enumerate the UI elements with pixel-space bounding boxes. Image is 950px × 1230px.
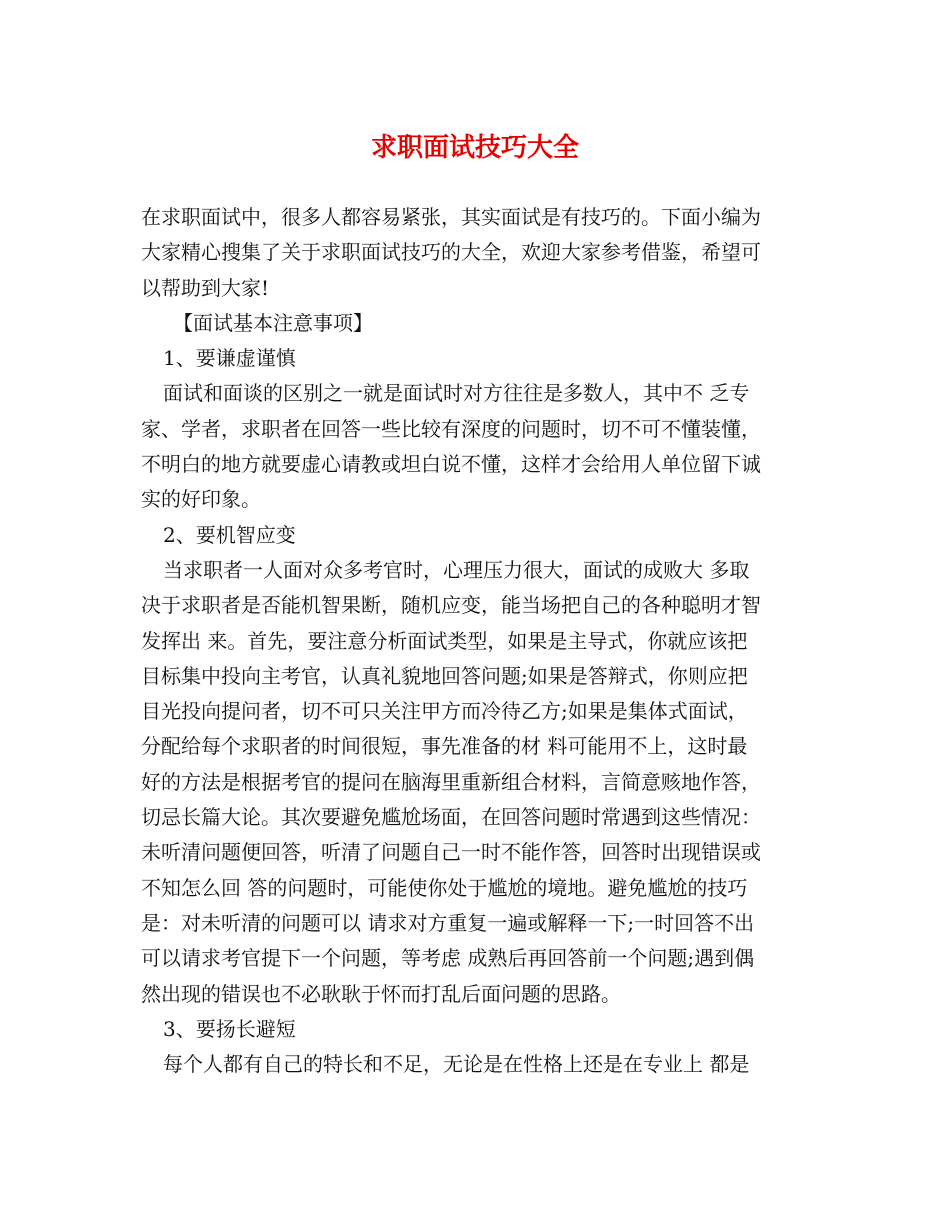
paragraph-line: 实的好印象。 [141,487,261,512]
subsection-heading: 1、要谦虚谨慎 [163,346,296,371]
paragraph-line: 未听清问题便回答，听清了问题自己一时不能作答，回答时出现错误或 [141,840,761,865]
subsection-heading: 3、要扬长避短 [163,1016,296,1041]
paragraph-line: 目光投向提问者，切不可只关注甲方而冷待乙方;如果是集体式面试， [141,699,748,724]
paragraph-line: 当求职者一人面对众多考官时，心理压力很大，面试的成败大 多取 [163,557,750,582]
paragraph-line: 切忌长篇大论。其次要避免尴尬场面，在回答问题时常遇到这些情况： [141,805,761,830]
paragraph-line: 发挥出 来。首先，要注意分析面试类型，如果是主导式，你就应该把 [141,628,748,653]
document-body [141,200,821,1082]
paragraph-line: 不知怎么回 答的问题时，可能使你处于尴尬的境地。避免尴尬的技巧 [141,875,748,900]
paragraph-line: 目标集中投向主考官，认真礼貌地回答问题;如果是答辩式，你则应把 [141,663,748,688]
paragraph-line: 在求职面试中，很多人都容易紧张，其实面试是有技巧的。下面小编为 [141,205,761,229]
paragraph-line: 是：对未听清的问题可以 请求对方重复一遍或解释一下;一时回答不出 [141,910,755,935]
subsection-heading: 2、要机智应变 [163,522,296,547]
paragraph-line: 决于求职者是否能机智果断，随机应变，能当场把自己的各种聪明才智 [141,593,761,618]
section-heading: 【面试基本注意事项】 [173,310,373,335]
paragraph-line: 大家精心搜集了关于求职面试技巧的大全，欢迎大家参考借鉴，希望可 [141,240,761,265]
paragraph-line: 可以请求考官提下一个问题，等考虑 成熟后再回答前一个问题;遇到偶 [141,946,755,971]
paragraph-line: 以帮助到大家! [141,275,270,300]
document-title: 求职面试技巧大全 [370,133,579,163]
paragraph-line: 分配给每个求职者的时间很短，事先准备的材 料可能用不上，这时最 [141,734,748,759]
paragraph-line: 好的方法是根据考官的提问在脑海里重新组合材料，言简意赅地作答， [141,769,761,794]
paragraph-line: 家、学者，求职者在回答一些比较有深度的问题时，切不可不懂装懂， [141,416,761,441]
paragraph-line: 然出现的错误也不必耿耿于怀而打乱后面问题的思路。 [141,981,621,1006]
paragraph-line: 不明白的地方就要虚心请教或坦白说不懂，这样才会给用人单位留下诚 [141,452,761,477]
paragraph-line: 每个人都有自己的特长和不足，无论是在性格上还是在专业上 都是 [163,1052,750,1077]
paragraph-line: 面试和面谈的区别之一就是面试时对方往往是多数人，其中不 乏专 [163,381,750,406]
